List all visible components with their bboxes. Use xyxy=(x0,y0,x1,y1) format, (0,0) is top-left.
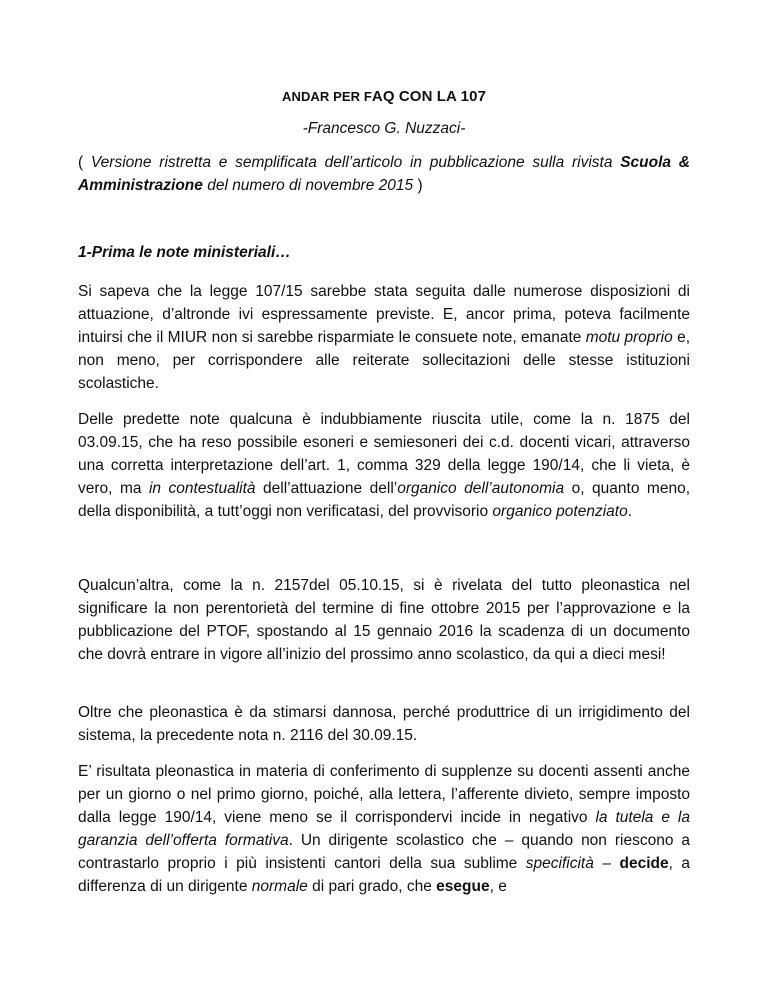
p5-bold-2: esegue xyxy=(436,878,490,895)
p1-text-b: e, non meno, per corrispondere alle reiterate sollecitazioni delle stesse istituzioni scolastiche. xyxy=(78,329,691,392)
p1-text-a: Si sapeva che la legge 107/15 sarebbe stata seguita dalle numerose disposizioni di attuazione, d’altronde ivi espressamente previste. E, ancor prima, poteva facilmente intuirsi che il MIUR non si sarebbe risparmiate le consuete note, emanate xyxy=(78,283,690,346)
p5-text-b: . Un dirigente scolastico che – quando non riescono a contrastarlo proprio i più insistenti cantori della sua sublime xyxy=(78,832,690,872)
p5-text-c: – xyxy=(593,855,620,872)
p2-text-b: dell’attuazione dell’ xyxy=(255,480,398,497)
intro-note xyxy=(78,151,690,197)
p2-italic-3: organico potenziato xyxy=(492,503,628,520)
paragraph-4: Oltre che pleonastica è da stimarsi dannosa, perché produttrice di un irrigidimento del sistema, la precedente nota n. 2116 del 30.09.15. xyxy=(78,704,690,744)
title-large-part: AQ CON LA 107 xyxy=(371,88,487,105)
paragraph-1 xyxy=(78,280,690,395)
paragraph-5 xyxy=(78,760,690,898)
p2-italic-1: in contestualità xyxy=(148,480,256,497)
document-title xyxy=(78,88,690,105)
intro-magazine-name: Scuola & Amministrazione xyxy=(78,154,690,194)
p5-text-f: , e xyxy=(489,878,507,895)
intro-tail-text: del numero di novembre 2015 xyxy=(202,177,414,194)
p5-text-a: E’ risultata pleonastica in materia di conferimento di supplenze su docenti assenti anche per un giorno o nel primo giorno, poiché, alla lettera, l’afferente divieto, sempre imposto dalla legge 190/14, viene meno se il corrispondervi incide in negativo xyxy=(78,763,690,826)
p5-text-d: , a differenza di un dirigente xyxy=(78,855,691,895)
intro-lead-text: Versione ristretta e semplificata dell’articolo in pubblicazione sulla rivista xyxy=(90,154,621,171)
p5-italic-2: specificità xyxy=(525,855,594,872)
paragraph-2 xyxy=(78,408,690,523)
p5-bold-1: decide xyxy=(619,855,669,872)
p2-text-a: Delle predette note qualcuna è indubbiamente riuscita utile, come la n. 1875 del 03.09.15, che ha reso possibile esoneri e semiesoneri dei c.d. docenti vicari, attraverso una corretta interpretazione dell’art. 1, comma 329 della legge 190/14, che li vieta, è vero, ma xyxy=(78,411,690,497)
title-small-part: ANDAR PER F xyxy=(281,89,372,104)
p5-italic-3: normale xyxy=(251,878,308,895)
p2-italic-2: organico dell’autonomia xyxy=(397,480,565,497)
p2-text-d: . xyxy=(627,503,633,520)
author-line: -Francesco G. Nuzzaci- xyxy=(302,120,466,137)
p5-italic-1: la tutela e la garanzia dell’offerta formativa xyxy=(78,809,690,849)
p2-text-c: o, quanto meno, della disponibilità, a tutt’oggi non verificatasi, del provvisorio xyxy=(78,480,690,520)
paragraph-3: Qualcun’altra, come la n. 2157del 05.10.15, si è rivelata del tutto pleonastica nel significare la non perentorietà del termine di fine ottobre 2015 per l’approvazione e la pubblicazione del PTOF, spostando al 15 gennaio 2016 la scadenza di un documento che dovrà entrare in vigore all’inizio del prossimo anno scolastico, da qui a dieci mesi! xyxy=(78,577,690,663)
section-heading: 1-Prima le note ministeriali… xyxy=(78,244,291,261)
p5-text-e: di pari grado, che xyxy=(307,878,437,895)
p1-italic-1: motu proprio xyxy=(585,329,673,346)
intro-close-paren: ) xyxy=(413,177,423,194)
intro-open-paren: ( xyxy=(78,154,91,171)
